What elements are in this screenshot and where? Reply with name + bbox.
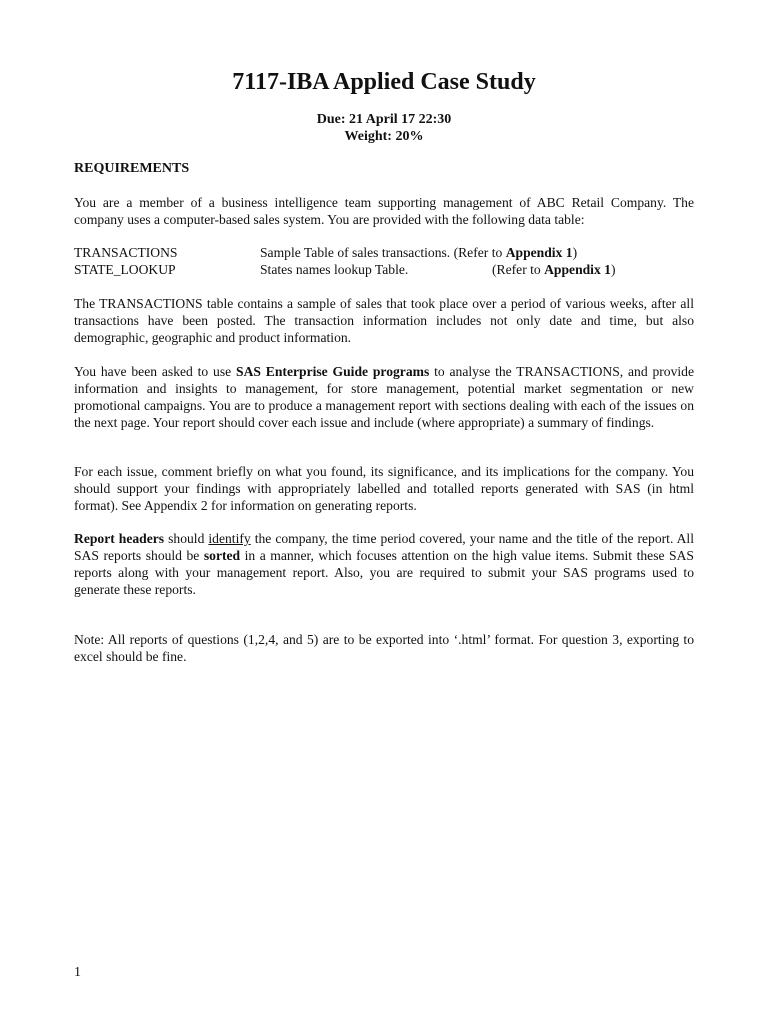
- close-paren: ): [610, 262, 616, 277]
- headers-text-1: should: [164, 531, 209, 546]
- document-title: 7117-IBA Applied Case Study: [232, 69, 536, 95]
- table-name: TRANSACTIONS: [74, 245, 178, 260]
- due-date: Due: 21 April 17 22:30: [316, 112, 452, 127]
- weight: Weight: 20%: [344, 129, 424, 144]
- headers-text-2: the company, the time period covered, your name and the title of the report. All SAS reports should be: [74, 531, 694, 563]
- appendix-ref: Appendix 1: [544, 262, 611, 277]
- table-description: [260, 245, 577, 262]
- note-paragraph: Note: All reports of questions (1,2,4, and 5) are to be exported into ‘.html’ format. For question 3, exporting to excel should be fine.: [74, 632, 694, 664]
- report-headers-label: Report headers: [74, 531, 165, 546]
- table-name: STATE_LOOKUP: [74, 262, 176, 277]
- intro-paragraph: You are a member of a business intelligence team supporting management of ABC Retail Company. The company uses a computer-based sales system. You are provided with the following data table:: [74, 195, 694, 227]
- issue-paragraph: For each issue, comment briefly on what you found, its significance, and its implications for the company. You should support your findings with appropriately labelled and totalled reports generated with SAS (in html format). See Appendix 2 for information on generating reports.: [74, 464, 694, 513]
- appendix-ref: Appendix 1: [505, 245, 573, 260]
- identify-word: identify: [208, 531, 251, 546]
- data-table-row: [74, 262, 694, 279]
- data-table-row: [74, 245, 694, 262]
- sas-post: to analyse the TRANSACTIONS, and provide information and insights to management, for store management, potential market segmentation or new promotional campaigns. You are to produce a management report with sections dealing with each of the issues on the next page. Your report should cover each issue and include (where appropriate) a summary of findings.: [74, 364, 694, 430]
- transactions-paragraph: The TRANSACTIONS table contains a sample of sales that took place over a period of various weeks, after all transactions have been posted. The transaction information includes not only date and time, but also demographic, geographic and product information.: [74, 296, 694, 345]
- table-description-text: Sample Table of sales transactions. (Refer to: [260, 245, 506, 260]
- page-number: 1: [74, 965, 81, 980]
- table-description: States names lookup Table.: [260, 262, 409, 277]
- close-paren: ): [572, 245, 578, 260]
- ref-prefix: (Refer to: [492, 262, 545, 277]
- data-table-list: [74, 245, 694, 279]
- headers-text-3: in a manner, which focuses attention on the high value items. Submit these SAS reports along with your management report. Also, you are required to submit your SAS programs used to generate these reports.: [74, 547, 694, 597]
- sas-paragraph: [74, 364, 694, 432]
- sorted-word: sorted: [203, 547, 241, 563]
- sas-emphasis: SAS Enterprise Guide programs: [236, 364, 430, 379]
- headers-paragraph: [74, 531, 694, 599]
- table-reference: [492, 262, 616, 279]
- sas-pre: You have been asked to use: [74, 364, 237, 379]
- requirements-heading: REQUIREMENTS: [74, 161, 190, 176]
